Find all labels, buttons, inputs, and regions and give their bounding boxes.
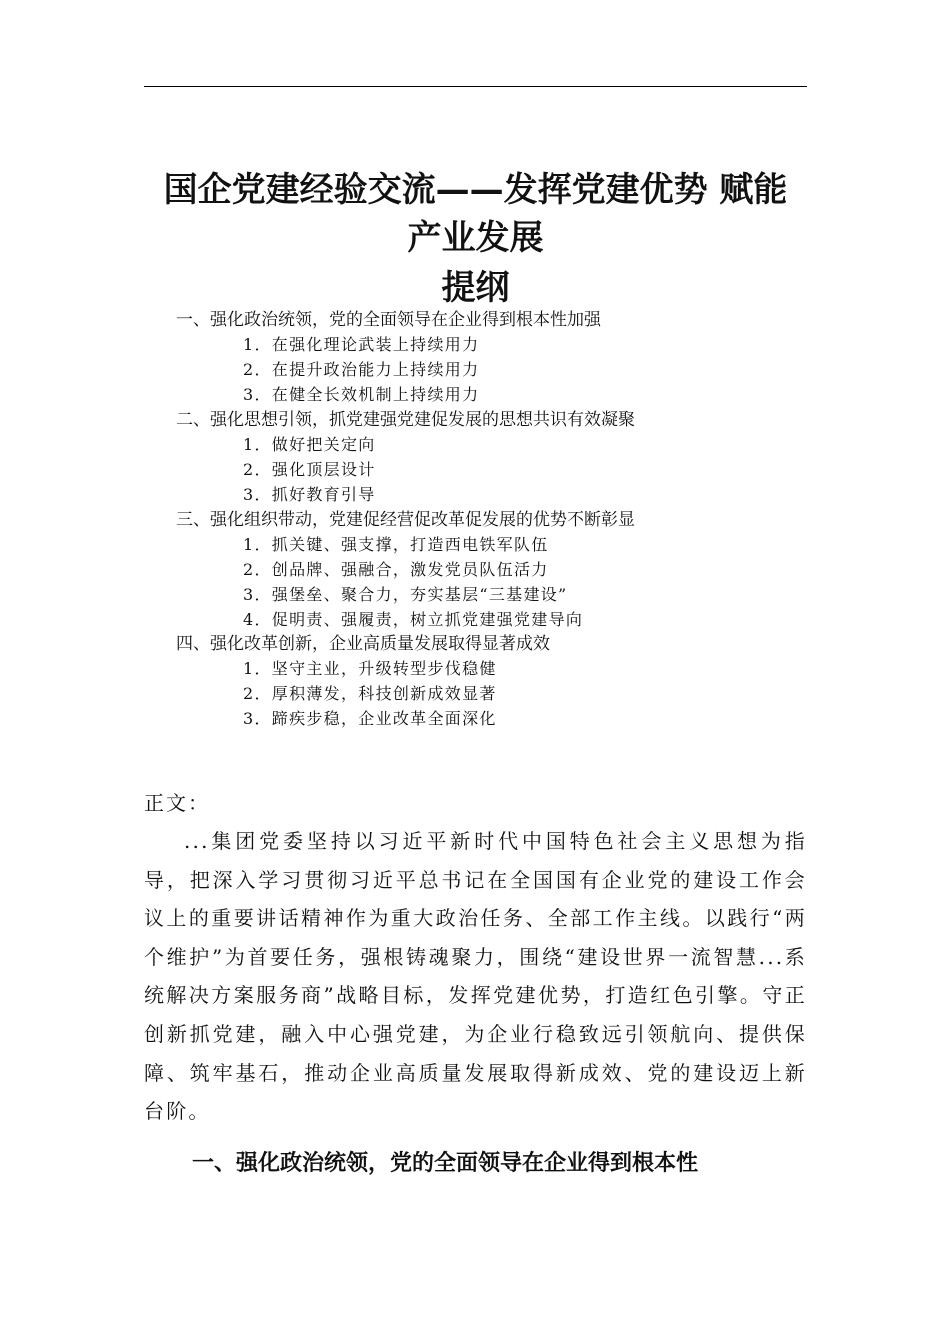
outline-item: 1．在强化理论武装上持续用力: [243, 335, 480, 354]
outline-item: 2．在提升政治能力上持续用力: [243, 360, 480, 379]
outline-item: 2．创品牌、强融合，激发党员队伍活力: [243, 560, 549, 579]
outline-item: 2．强化顶层设计: [243, 460, 376, 479]
outline-section-heading: 二、强化思想引领，抓党建强党建促发展的思想共识有效凝聚: [176, 410, 635, 430]
outline-item: 3．抓好教育引导: [243, 485, 376, 504]
header-rule: [144, 86, 807, 87]
document-title-line-1: 国企党建经验交流——发挥党建优势 赋能: [163, 170, 788, 210]
outline-item: 4．促明责、强履责，树立抓党建强党建导向: [243, 610, 584, 629]
section-heading: 一、强化政治统领，党的全面领导在企业得到根本性: [192, 1151, 699, 1176]
body-label: 正文：: [144, 791, 210, 815]
outline-item: 3．在健全长效机制上持续用力: [243, 385, 480, 404]
outline-section-heading: 四、强化改革创新，企业高质量发展取得显著成效: [176, 634, 550, 654]
document-title-line-2: 产业发展: [407, 218, 544, 258]
outline-item: 1．坚守主业，升级转型步伐稳健: [243, 659, 497, 678]
outline-item: 3．强堡垒、聚合力，夯实基层“三基建设”: [243, 585, 568, 604]
outline-item: 3．蹄疾步稳，企业改革全面深化: [243, 709, 497, 728]
outline-item: 1．做好把关定向: [243, 435, 376, 454]
outline-item: 1．抓关键、强支撑，打造西电铁军队伍: [243, 535, 549, 554]
outline-section-heading: 三、强化组织带动，党建促经营促改革促发展的优势不断彰显: [176, 510, 635, 530]
outline-item: 2．厚积薄发，科技创新成效显著: [243, 684, 497, 703]
outline-section-heading: 一、强化政治统领，党的全面领导在企业得到根本性加强: [176, 310, 601, 330]
outline-title: 提纲: [441, 268, 510, 308]
body-paragraph: ...集团党委坚持以习近平新时代中国特色社会主义思想为指导，把深入学习贯彻习近平总书记在全国国有企业党的建设工作会议上的重要讲话精神作为重大政治任务、全部工作主线。以践行“两个维护”为首要任务，强根铸魂聚力，围绕“建设世界一流智慧...系统解决方案服务商”战略目标，发挥党建优势，打造红色引擎。守正创新抓党建，融入中心强党建，为企业行稳致远引领航向、提供保障、筑牢基石，推动企业高质量发展取得新成效、党的建设迈上新台阶。: [144, 829, 807, 1124]
